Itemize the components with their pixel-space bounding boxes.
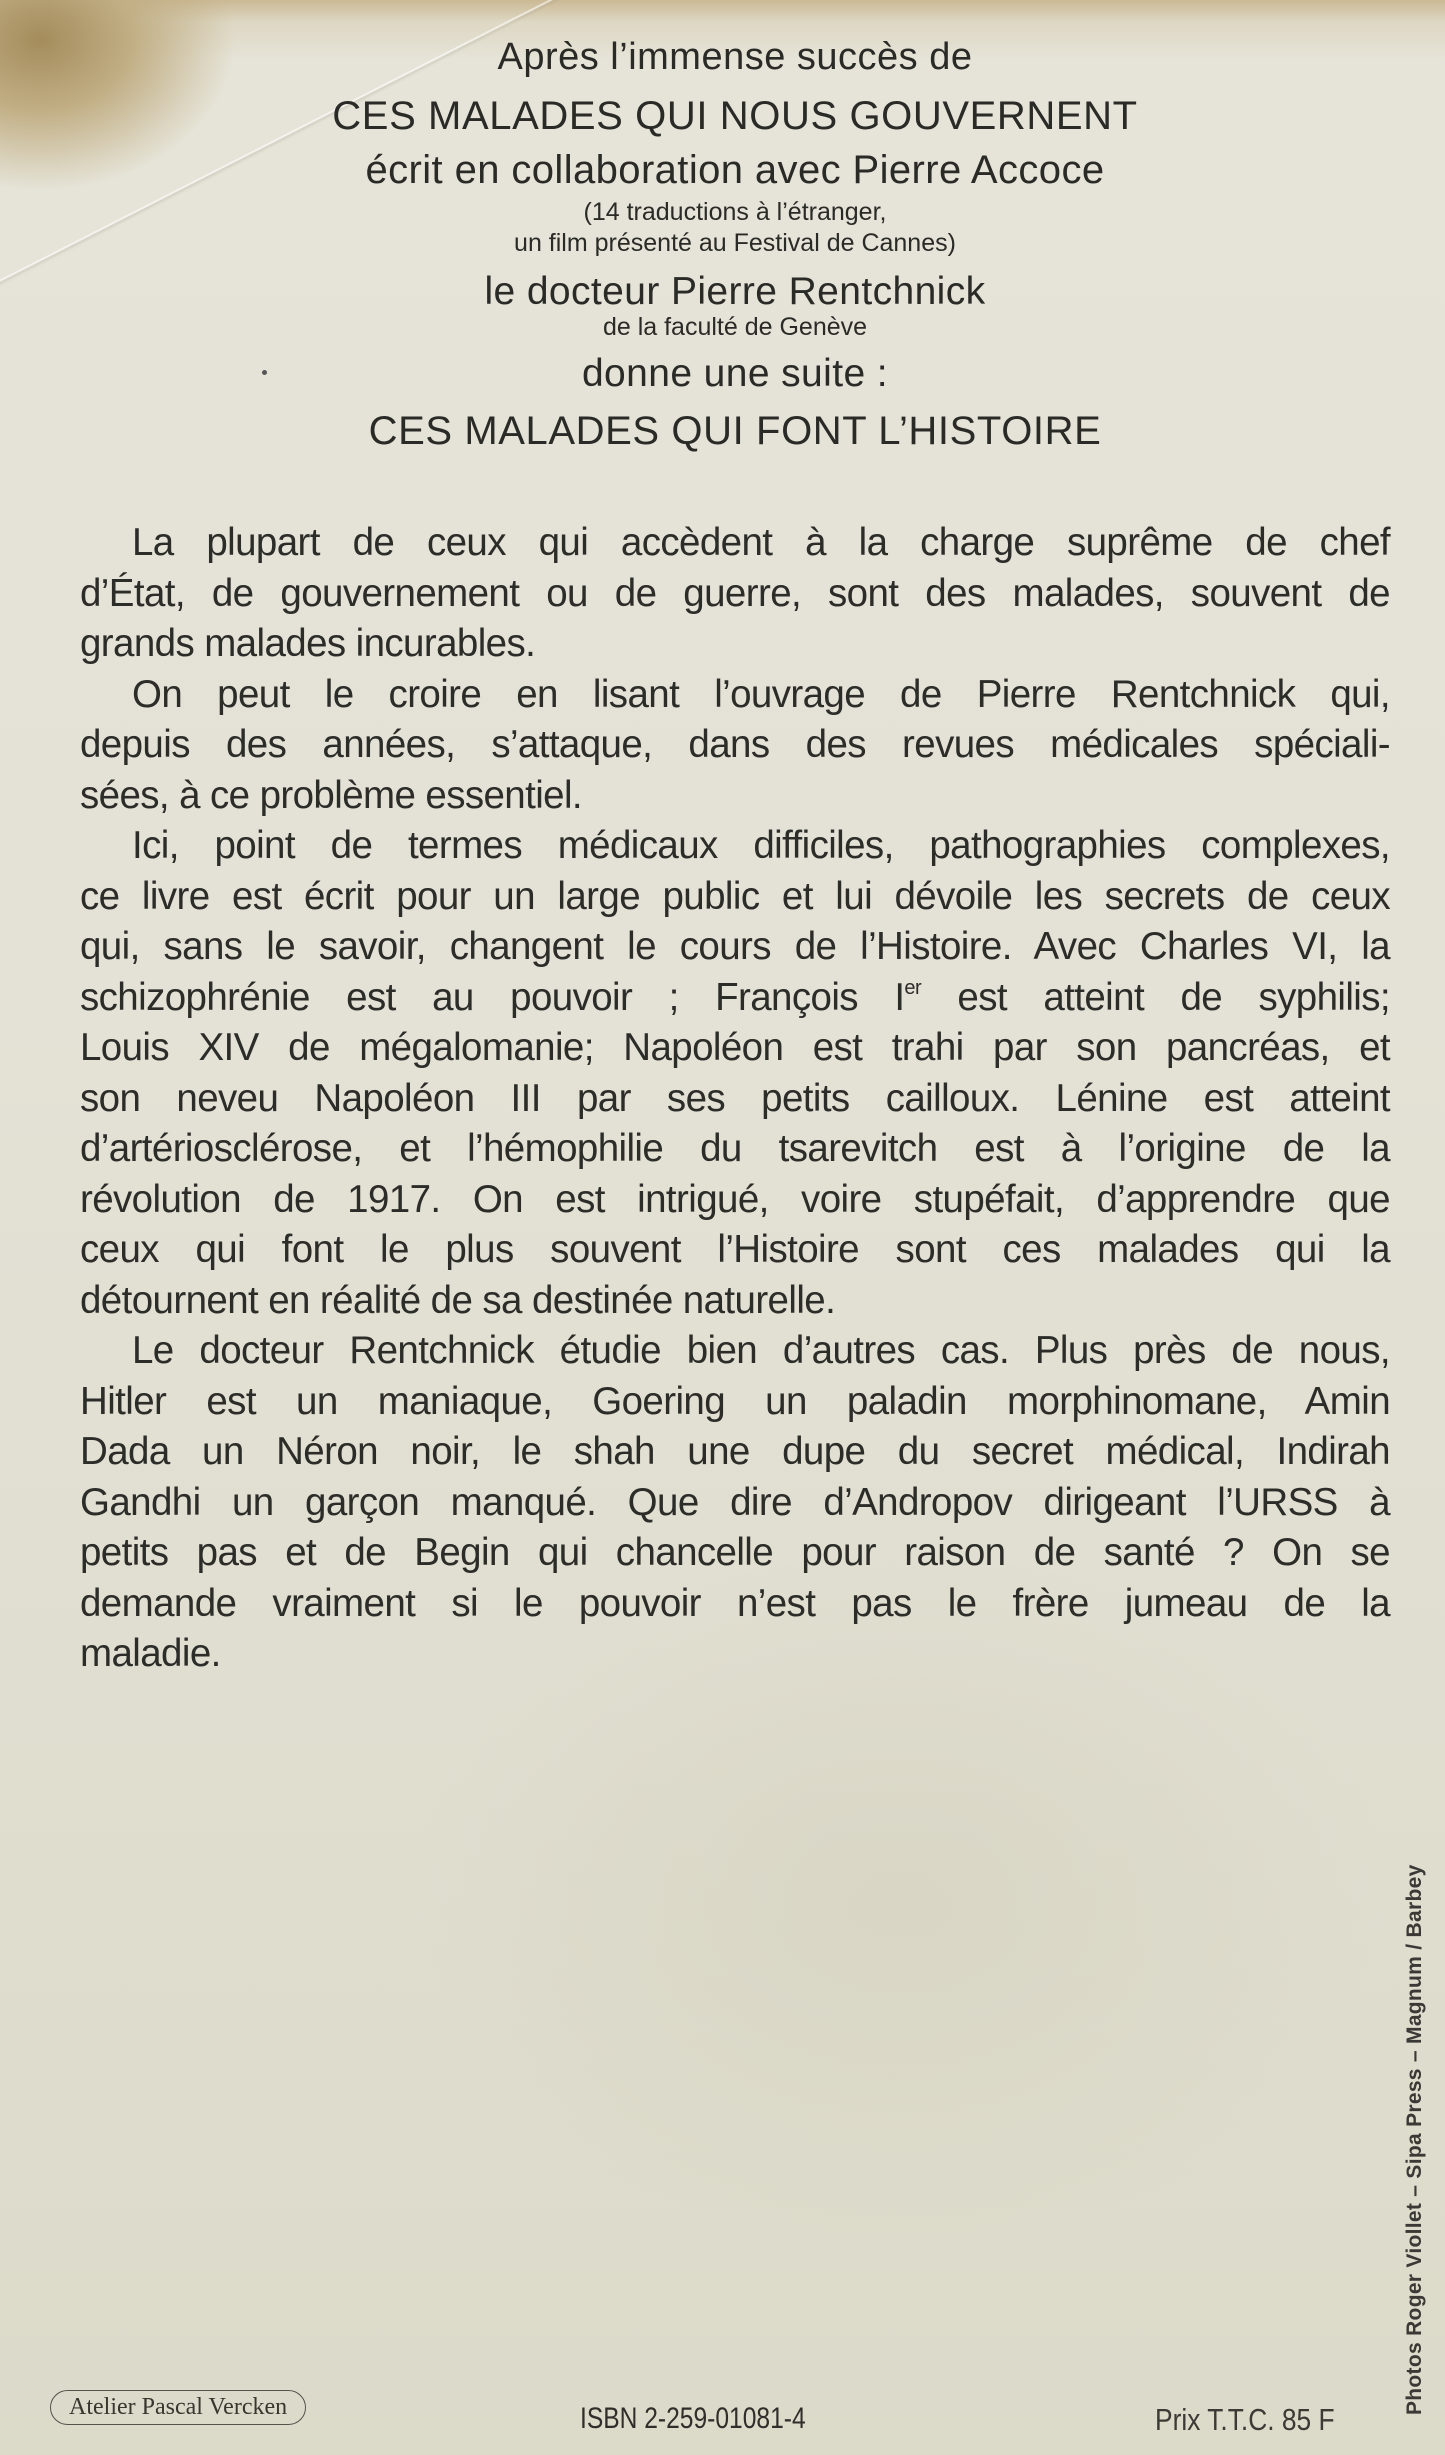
collaboration-line: écrit en collaboration avec Pierre Accoce xyxy=(365,148,1105,192)
cover-header xyxy=(0,30,1445,451)
text-line: Hitler est un maniaque, Goering un paladin morphinomane, Amin xyxy=(80,1379,1390,1423)
text-line: révolution de 1917. On est intrigué, voire stupéfait, d’apprendre que xyxy=(80,1177,1390,1221)
text-line: On peut le croire en lisant l’ouvrage de Pierre Rentchnick qui, xyxy=(132,672,1390,716)
text-line: Le docteur Rentchnick étudie bien d’autres cas. Plus près de nous, xyxy=(132,1329,1390,1372)
text-line: depuis des années, s’attaque, dans des revues médicales spéciali- xyxy=(80,723,1390,766)
text-fragment: schizophrénie est au pouvoir ; François I xyxy=(80,975,905,1019)
text-line: maladie. xyxy=(80,1632,221,1675)
text-line: Ici, point de termes médicaux difficiles, pathographies complexes, xyxy=(132,824,1390,867)
text-line: son neveu Napoléon III par ses petits cailloux. Lénine est atteint xyxy=(80,1076,1390,1120)
sequel-intro: donne une suite : xyxy=(581,352,889,395)
text-line-with-superscript xyxy=(80,973,1390,1024)
book-title: CES MALADES QUI FONT L’HISTOIRE xyxy=(368,409,1102,453)
translations-note: (14 traductions à l’étranger, xyxy=(583,198,887,226)
text-line: grands malades incurables. xyxy=(80,622,536,665)
text-line: petits pas et de Begin qui chancelle pour raison de santé ? On se xyxy=(80,1531,1390,1574)
festival-note: un film présenté au Festival de Cannes) xyxy=(514,229,956,257)
text-line: Louis XIV de mégalomanie; Napoléon est trahi par son pancréas, et xyxy=(80,1026,1390,1069)
text-line: d’artériosclérose, et l’hémophilie du tsarevitch est à l’origine de la xyxy=(80,1127,1390,1170)
blurb-text xyxy=(80,518,1390,1680)
isbn-number: ISBN 2-259-01081-4 xyxy=(580,2402,806,2435)
photo-credits: Photos Roger Viollet – Sipa Press – Magnum / Barbey xyxy=(1403,1864,1426,2415)
previous-book-title: CES MALADES QUI NOUS GOUVERNENT xyxy=(332,94,1138,138)
text-line: qui, sans le savoir, changent le cours de l’Histoire. Avec Charles VI, la xyxy=(80,925,1390,968)
designer-badge: Atelier Pascal Vercken xyxy=(50,2390,306,2425)
author-line: le docteur Pierre Rentchnick xyxy=(484,270,986,313)
text-line: sées, à ce problème essentiel. xyxy=(80,773,583,817)
text-line: Dada un Néron noir, le shah une dupe du secret médical, Indirah xyxy=(80,1430,1390,1473)
text-fragment: est atteint de syphilis; xyxy=(921,975,1390,1019)
text-line: d’État, de gouvernement ou de guerre, sont des malades, souvent de xyxy=(80,571,1390,615)
text-line: demande vraiment si le pouvoir n’est pas le frère jumeau de la xyxy=(80,1581,1390,1625)
text-line: La plupart de ceux qui accèdent à la charge suprême de chef xyxy=(132,521,1390,564)
text-line: Gandhi un garçon manqué. Que dire d’Andropov dirigeant l’URSS à xyxy=(80,1480,1390,1524)
text-line: ce livre est écrit pour un large public et lui dévoile les secrets de ceux xyxy=(80,874,1390,918)
faculty-line: de la faculté de Genève xyxy=(602,313,868,341)
intro-line: Après l’immense succès de xyxy=(497,36,973,78)
text-line: détournent en réalité de sa destinée naturelle. xyxy=(80,1278,836,1322)
text-line: ceux qui font le plus souvent l’Histoire sont ces malades qui la xyxy=(80,1228,1390,1271)
price-label: Prix T.T.C. 85 F xyxy=(1155,2402,1335,2437)
superscript-er: er xyxy=(904,976,922,999)
